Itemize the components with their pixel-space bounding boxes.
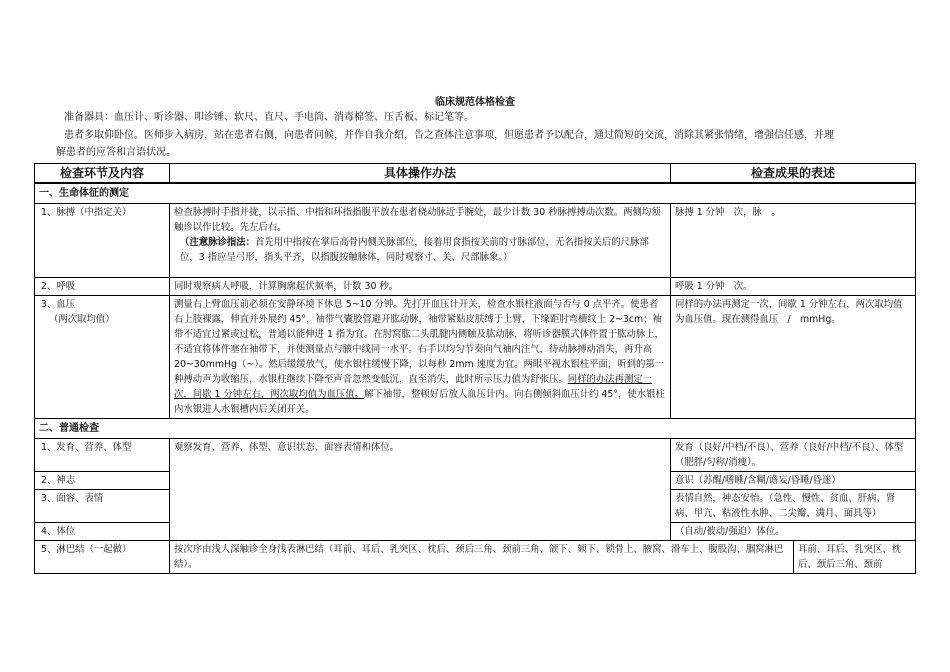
row-item: 2、呼吸 [35, 278, 170, 296]
row-result: 脉搏 1 分钟 次，脉 。 [671, 204, 916, 278]
table-row [35, 204, 916, 278]
section-row [35, 183, 916, 204]
position-line: 患者多取仰卧位。医师步入病房，站在患者右侧，向患者问候，并作自我介绍，告之查体注意事项，但愿患者予以配合，通过简短的交流，消除其紧张情绪，增强信任感，并理 [64, 130, 834, 141]
row-result: （自动/被动/强迫）体位。 [671, 523, 916, 541]
row-result: 发育（良好/中档/不良）、营养（良好/中档/不良）、体型（肥胖/匀称/消瘦）。 [671, 439, 916, 472]
bp-item-label: 3、血压 [41, 299, 76, 310]
header-method: 具体操作办法 [170, 164, 671, 184]
row-item [35, 296, 170, 419]
position-line-cont: 解患者的应答和言语状况。 [56, 147, 176, 158]
pulse-note-text: 首先用中指按在掌后高骨内侧关脉部位，接着用食指按关前的寸脉部位，无名指按关后的尺脉部位，3 指应呈弓形，指头平齐，以指腹按触脉体，同时观察寸、关、尺部脉象。） [180, 237, 649, 263]
bp-method-a: 测量右上臂血压前必须在安静环境下休息 5~10 分钟。先打开血压计开关，检查水银柱液面与否与 0 点平齐。使患者右上肢裸露，伸直并外展约 45°，袖带气囊胶管避开肱动脉，袖带紧贴皮肤缚于上臂，下缘距肘弯横纹上 2~3cm；袖带不适宜过紧或过松，普通以能伸进 1 指为宜。在肘窝肱二头肌腱内侧触及肱动脉，将听诊器膜式体件置于肱动脉上，不适宜将体件塞在袖带下，并使测量点与腋中线同一水平。右手以均匀节奏向气袖内注气，待动脉搏动消失，再升高 20~30mmHg（~）。然后缓缓放气，使水银柱缓慢下降，以每秒 2mm 速度为宜。两眼平视水银柱平面，听到的第一种搏动声为收缩压，水银柱继续下降至声音忽然变低沉，直至消失，此时所示压力值为舒张压。 [174, 299, 665, 385]
row-result: 意识（苏醒/嗜睡/含糊/谵妄/昏睡/昏迷） [671, 472, 916, 490]
header-result: 检查成果的表述 [671, 164, 916, 184]
section-title: 二、普通检查 [35, 419, 916, 439]
bp-method-c: 解下袖带，整顿好后放人血压计内。向右侧倾斜血压计约 45°，使水银柱内水银进人水银槽内后关闭开关。 [174, 389, 665, 415]
exam-table [34, 163, 916, 574]
row-result: 表情自然，神态安怡。（急性、慢性、贫血、肝病、肾病、甲亢、粘液性水肿、二尖瓣、满月、面具等） [671, 490, 916, 523]
general-method: 观察发育、营养、体型、意识状态、面容表情和体位。 [170, 439, 671, 541]
page-title: 临床规范体格检查 [435, 97, 515, 108]
row-result: 耳前、耳后、乳突区、枕后、颈后三角、颈前 [794, 541, 916, 574]
row-item: 5、淋巴结（一起做） [35, 541, 170, 574]
pulse-method-text: 检查脉搏时手指并拢，以示指、中指和环指指腹平放在患者桡动脉近手腕处，最少计数 30 秒脉搏搏动次数。两侧均须触诊以作比较。先左后右。 [174, 207, 661, 233]
row-item: 4、体位 [35, 523, 170, 541]
section-row [35, 419, 916, 439]
table-row [35, 439, 916, 472]
pulse-note [174, 235, 666, 265]
row-result: 呼吸 1 分钟 次。 [671, 278, 916, 296]
bp-item-sub: （两次取均值） [49, 314, 115, 325]
row-item: 2、神志 [35, 472, 170, 490]
row-result: 同样的办法再测定一次，间歇 1 分钟左右，两次取均值为血压值。现在测得血压 / mmHg。 [671, 296, 916, 419]
row-method: 同时观察病人呼吸，计算胸廓起伏频率，计数 30 秒。 [170, 278, 671, 296]
row-item: 1、脉搏（中指定关） [35, 204, 170, 278]
bp-method-b: 同样的办法再测定一次，间歇 1 分钟左右，两次取均值为血压值。 [174, 374, 653, 400]
header-item: 检查环节及内容 [35, 164, 170, 184]
table-row [35, 278, 916, 296]
pulse-note-bold: （注意脉诊指法： [180, 237, 256, 248]
equipment-line: 准备器具：血压计、听诊器、叩诊锤、软尺、直尺、手电筒、消毒棉签、压舌板、标记笔等。 [64, 112, 474, 123]
row-method [170, 296, 671, 419]
row-method: 按次序由浅人深触诊全身浅表淋巴结（耳前、耳后、乳突区、枕后、颈后三角、颈前三角、颌下、颏下、锁骨上、腋窝、滑车上、腹股沟、腘窝淋巴结）。 [170, 541, 794, 574]
row-item: 1、发育、营养、体型 [35, 439, 170, 472]
table-row [35, 541, 916, 574]
row-method [170, 204, 671, 278]
table-row [35, 296, 916, 419]
section-title: 一、生命体征的测定 [35, 183, 916, 204]
row-item: 3、面容、表情 [35, 490, 170, 523]
table-header [35, 164, 916, 184]
